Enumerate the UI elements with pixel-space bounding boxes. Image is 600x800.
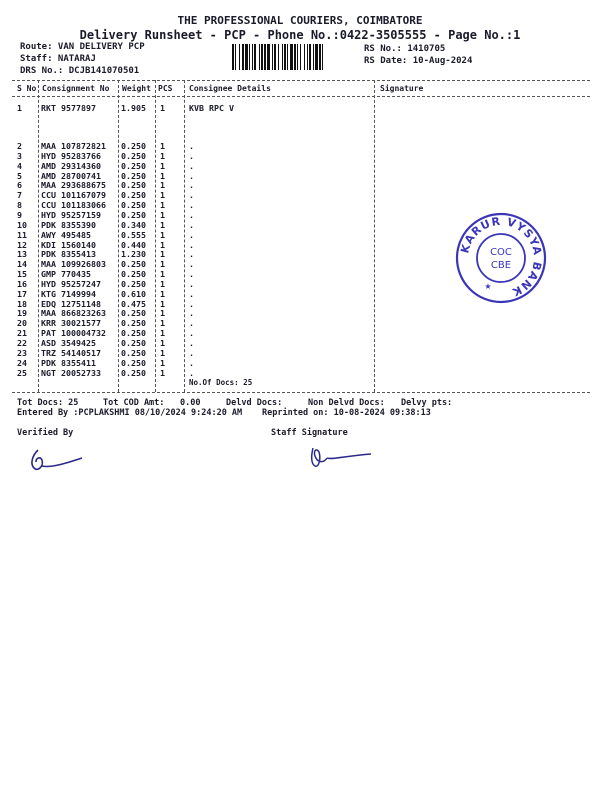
consignment-cell: HYD 95283766 — [41, 150, 101, 161]
details-cell: . — [189, 200, 194, 211]
weight-cell: 0.250 — [121, 190, 146, 201]
details-cell: . — [189, 229, 194, 240]
consignment-cell: KDI 1560140 — [41, 239, 96, 250]
sno-cell: 24 — [17, 357, 27, 368]
table-row — [0, 190, 600, 200]
pcs-cell: 1 — [160, 278, 165, 289]
details-cell: . — [189, 318, 194, 329]
sno-cell: 17 — [17, 288, 27, 299]
pcs-cell: 1 — [160, 103, 165, 113]
details-cell: . — [189, 180, 194, 191]
drs-number: DRS No.: DCJB141070501 — [20, 66, 140, 76]
details-cell: . — [189, 150, 194, 161]
sno-cell: 1 — [17, 103, 22, 113]
details-cell: . — [189, 288, 194, 299]
sno-cell: 14 — [17, 259, 27, 270]
consignment-cell: PDK 8355411 — [41, 357, 96, 368]
weight-cell: 0.340 — [121, 219, 146, 230]
weight-cell: 0.250 — [121, 259, 146, 270]
consignment-cell: TRZ 54140517 — [41, 347, 101, 358]
consignment-cell: MAA 109926803 — [41, 259, 106, 270]
details-cell: . — [189, 347, 194, 358]
sno-cell: 21 — [17, 328, 27, 339]
reprinted-on: Reprinted on: 10-08-2024 09:38:13 — [262, 408, 431, 418]
company-name: THE PROFESSIONAL COURIERS, COIMBATORE — [177, 14, 423, 27]
tot-docs: Tot Docs: 25 — [17, 398, 79, 408]
entered-by: Entered By :PCPLAKSHMI 08/10/2024 9:24:20 AM — [17, 408, 243, 418]
weight-cell: 0.555 — [121, 229, 146, 240]
rs-number: RS No.: 1410705 — [364, 44, 446, 54]
delvd-docs: Delvd Docs: — [226, 398, 283, 408]
weight-cell: 0.610 — [121, 288, 146, 299]
weight-cell: 0.440 — [121, 239, 146, 250]
sno-cell: 6 — [17, 180, 22, 191]
consignment-cell: AMD 29314360 — [41, 160, 101, 171]
table-row — [0, 348, 600, 358]
weight-cell: 0.250 — [121, 209, 146, 220]
details-cell: . — [189, 249, 194, 260]
sno-cell: 18 — [17, 298, 27, 309]
consignment-cell: HYD 95257159 — [41, 209, 101, 220]
barcode — [232, 44, 360, 70]
pcs-cell: 1 — [160, 347, 165, 358]
sno-cell: 20 — [17, 318, 27, 329]
weight-cell: 0.250 — [121, 367, 146, 378]
table-row — [0, 141, 600, 151]
stamp-outer-text: KARUR VYSYA BANK — [458, 214, 545, 299]
sno-cell: 8 — [17, 200, 22, 211]
details-cell: . — [189, 308, 194, 319]
details-cell: . — [189, 190, 194, 201]
sno-cell: 11 — [17, 229, 27, 240]
details-cell: . — [189, 269, 194, 280]
sno-cell: 10 — [17, 219, 27, 230]
details-cell: . — [189, 328, 194, 339]
staff-signature-label: Staff Signature — [271, 428, 348, 438]
consignment-cell: MAA 866823263 — [41, 308, 106, 319]
weight-cell: 0.250 — [121, 318, 146, 329]
consignment-cell: AMD 28700741 — [41, 170, 101, 181]
details-cell: . — [189, 219, 194, 230]
sno-cell: 25 — [17, 367, 27, 378]
pcs-cell: 1 — [160, 180, 165, 191]
consignment-cell: MAA 293688675 — [41, 180, 106, 191]
sno-cell: 4 — [17, 160, 22, 171]
consignment-cell: KTG 7149994 — [41, 288, 96, 299]
weight-cell: 0.250 — [121, 278, 146, 289]
details-cell: KVB RPC V — [189, 103, 234, 113]
col-pcs: PCS — [158, 84, 173, 93]
details-cell: . — [189, 209, 194, 220]
table-row — [0, 103, 600, 113]
consignment-cell: CCU 101183066 — [41, 200, 106, 211]
consignment-cell: NGT 20052733 — [41, 367, 101, 378]
weight-cell: 0.475 — [121, 298, 146, 309]
sno-cell: 3 — [17, 150, 22, 161]
consignment-cell: PDK 8355413 — [41, 249, 96, 260]
consignment-cell: PDK 8355390 — [41, 219, 96, 230]
sno-cell: 9 — [17, 209, 22, 220]
weight-cell: 0.250 — [121, 150, 146, 161]
col-consignment: Consignment No — [42, 84, 110, 93]
pcs-cell: 1 — [160, 170, 165, 181]
consignment-cell: EDQ 12751148 — [41, 298, 101, 309]
pcs-cell: 1 — [160, 200, 165, 211]
pcs-cell: 1 — [160, 328, 165, 339]
details-cell: . — [189, 367, 194, 378]
pcs-cell: 1 — [160, 249, 165, 260]
table-row — [0, 200, 600, 210]
pcs-cell: 1 — [160, 318, 165, 329]
details-cell: . — [189, 298, 194, 309]
details-cell: . — [189, 357, 194, 368]
col-weight: Weight — [122, 84, 151, 93]
route-label: Route: VAN DELIVERY PCP — [20, 42, 145, 52]
pcs-cell: 1 — [160, 239, 165, 250]
pcs-cell: 1 — [160, 141, 165, 151]
weight-cell: 0.250 — [121, 328, 146, 339]
weight-cell: 1.905 — [121, 103, 146, 113]
consignment-cell: CCU 101167079 — [41, 190, 106, 201]
weight-cell: 1.230 — [121, 249, 146, 260]
pcs-cell: 1 — [160, 357, 165, 368]
table-row — [0, 318, 600, 328]
sno-cell: 22 — [17, 338, 27, 348]
bank-stamp — [455, 212, 547, 304]
pcs-cell: 1 — [160, 288, 165, 299]
table-row — [0, 151, 600, 161]
table-row — [0, 338, 600, 348]
weight-cell: 0.250 — [121, 170, 146, 181]
delvy-pts: Delvy pts: — [401, 398, 453, 408]
table-row — [0, 161, 600, 171]
pcs-cell: 1 — [160, 367, 165, 378]
staff-signature — [305, 442, 377, 472]
staff-label: Staff: NATARAJ — [20, 54, 96, 64]
stamp-line-1: COC — [490, 247, 512, 258]
pcs-cell: 1 — [160, 338, 165, 348]
consignment-cell: HYD 95257247 — [41, 278, 101, 289]
pcs-cell: 1 — [160, 160, 165, 171]
pcs-cell: 1 — [160, 298, 165, 309]
consignment-cell: AWY 495485 — [41, 229, 91, 240]
weight-cell: 0.250 — [121, 269, 146, 280]
details-cell: . — [189, 259, 194, 270]
col-details: Consignee Details — [189, 84, 271, 93]
sno-cell: 5 — [17, 170, 22, 181]
consignment-cell: PAT 100004732 — [41, 328, 106, 339]
weight-cell: 0.250 — [121, 141, 146, 151]
tot-cod-label: Tot COD Amt: — [103, 398, 165, 408]
tot-cod-value: 0.00 — [180, 398, 201, 408]
weight-cell: 0.250 — [121, 180, 146, 191]
col-sno: S No — [17, 84, 37, 93]
sno-cell: 7 — [17, 190, 22, 201]
details-cell: . — [189, 239, 194, 250]
weight-cell: 0.250 — [121, 357, 146, 368]
weight-cell: 0.250 — [121, 160, 146, 171]
weight-cell: 0.250 — [121, 347, 146, 358]
details-cell: . — [189, 278, 194, 289]
sno-cell: 12 — [17, 239, 27, 250]
details-cell: . — [189, 160, 194, 171]
sno-cell: 2 — [17, 141, 22, 151]
consignment-cell: RKT 9577897 — [41, 103, 96, 113]
col-signature: Signature — [380, 84, 424, 93]
table-row — [0, 308, 600, 318]
no-of-docs: No.Of Docs: 25 — [189, 378, 253, 387]
pcs-cell: 1 — [160, 229, 165, 240]
stamp-star-icon: ★ — [484, 282, 492, 291]
weight-cell: 0.250 — [121, 308, 146, 319]
pcs-cell: 1 — [160, 190, 165, 201]
rs-date: RS Date: 10-Aug-2024 — [364, 56, 473, 66]
non-delvd-docs: Non Delvd Docs: — [308, 398, 385, 408]
table-row — [0, 171, 600, 181]
sno-cell: 16 — [17, 278, 27, 289]
table-row — [0, 368, 600, 378]
pcs-cell: 1 — [160, 269, 165, 280]
consignment-cell: GMP 770435 — [41, 269, 91, 280]
sno-cell: 23 — [17, 347, 27, 358]
sno-cell: 19 — [17, 308, 27, 319]
details-cell: . — [189, 170, 194, 181]
sno-cell: 15 — [17, 269, 27, 280]
table-row — [0, 328, 600, 338]
pcs-cell: 1 — [160, 259, 165, 270]
details-cell: . — [189, 338, 194, 348]
sno-cell: 13 — [17, 249, 27, 260]
consignment-cell: MAA 107872821 — [41, 141, 106, 151]
runsheet-title: Delivery Runsheet - PCP - Phone No.:0422-3505555 - Page No.:1 — [79, 28, 521, 42]
verified-by-label: Verified By — [17, 428, 74, 438]
pcs-cell: 1 — [160, 219, 165, 230]
weight-cell: 0.250 — [121, 338, 146, 348]
weight-cell: 0.250 — [121, 200, 146, 211]
details-cell: . — [189, 141, 194, 151]
stamp-line-2: CBE — [490, 260, 512, 271]
table-row — [0, 180, 600, 190]
consignment-cell: ASD 3549425 — [41, 338, 96, 348]
pcs-cell: 1 — [160, 150, 165, 161]
consignment-cell: KRR 30021577 — [41, 318, 101, 329]
pcs-cell: 1 — [160, 308, 165, 319]
table-row — [0, 358, 600, 368]
verifier-signature — [24, 446, 88, 476]
pcs-cell: 1 — [160, 209, 165, 220]
